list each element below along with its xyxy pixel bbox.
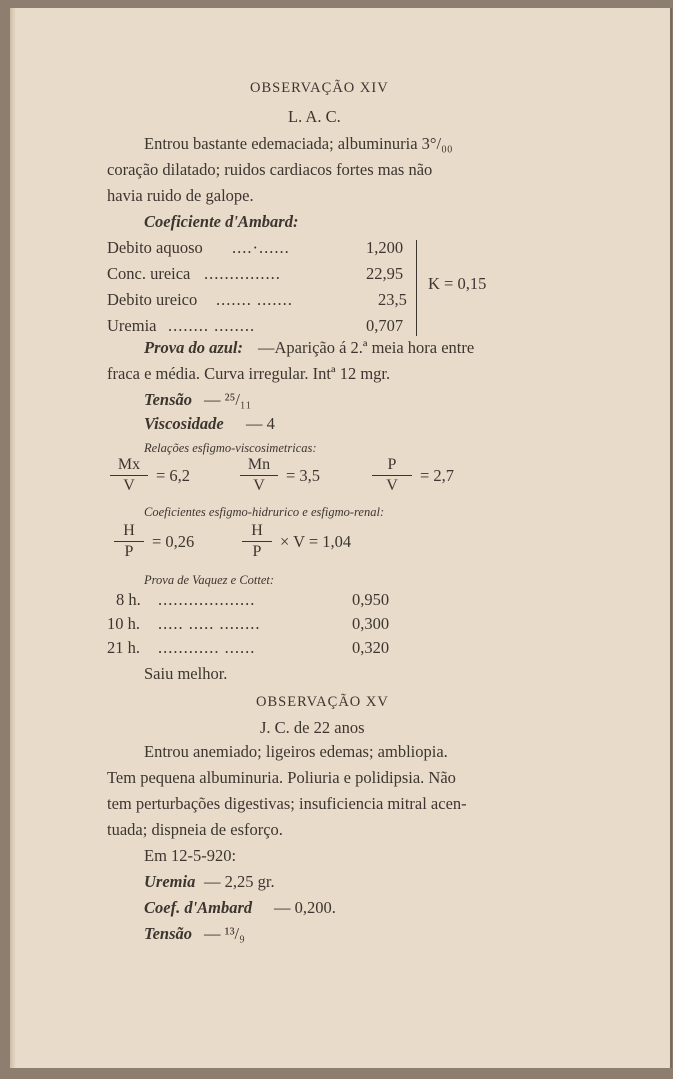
obs14-outcome: Saiu melhor. [144, 664, 228, 683]
coef2-value: × V = 1,04 [280, 532, 352, 551]
obs14-title: OBSERVAÇÃO XIV [250, 80, 389, 96]
coef2-numerator: H [251, 522, 263, 539]
fraction-bar [114, 541, 144, 542]
ratio-value: = 3,5 [286, 466, 321, 485]
obs14-intro-line-1: Entrou bastante edemaciada; albuminuria 3°/₀₀ [144, 134, 453, 153]
coef1-value: = 0,26 [152, 532, 195, 551]
viscosidade-value: — 4 [246, 414, 275, 433]
obs15-patient: J. C. de 22 anos [260, 718, 365, 737]
ratio-denominator: V [123, 477, 135, 494]
tensao-label: Tensão [144, 390, 192, 409]
ratio-denominator: V [386, 477, 398, 494]
coef1-denominator: P [124, 543, 134, 560]
fraction-bar [372, 475, 412, 476]
coef1-fraction [114, 522, 144, 561]
vaquez-row-dots: ............ ...... [158, 638, 256, 657]
viscosidade-label: Viscosidade [144, 414, 224, 433]
obs14-intro-line-2: coração dilatado; ruidos cardiacos fortes mas não [107, 160, 433, 179]
obs14-intro-line-3: havia ruido de galope. [107, 186, 254, 205]
obs15-intro-line-3: tem perturbações digestivas; insuficiencia mitral acen- [107, 794, 467, 813]
ambard-row-dots: ........ ........ [168, 316, 256, 335]
fraction-bar [110, 475, 148, 476]
obs15-uremia-value: — 2,25 gr. [204, 872, 275, 891]
azul-label: Prova do azul: [144, 338, 243, 357]
ambard-row-dots: ....... ....... [216, 290, 293, 309]
azul-text: —Aparição á 2.ª meia hora entre [258, 338, 475, 357]
obs15-coef-value: — 0,200. [274, 898, 336, 917]
ambard-row-value: 22,95 [366, 264, 404, 283]
tensao-value: — ²⁵/₁₁ [204, 390, 252, 409]
coef1-numerator: H [123, 522, 135, 539]
obs15-date: Em 12-5-920: [144, 846, 237, 865]
vaquez-row-value: 0,320 [352, 638, 390, 657]
ambard-row-label: Debito aquoso [107, 238, 203, 257]
ambard-row-dots: ....·...... [232, 238, 290, 257]
obs15-intro-line-4: tuada; dispneia de esforço. [107, 820, 283, 839]
vaquez-row-value: 0,950 [352, 590, 390, 609]
ambard-heading: Coeficiente d'Ambard: [144, 212, 299, 231]
ambard-row-label: Conc. ureica [107, 264, 191, 283]
ambard-brace [416, 240, 417, 336]
obs15-coef-label: Coef. d'Ambard [144, 898, 253, 917]
fraction-bar [242, 541, 272, 542]
ambard-row-label: Uremia [107, 316, 157, 335]
obs15-uremia-label: Uremia [144, 872, 196, 891]
vaquez-heading: Prova de Vaquez e Cottet: [144, 573, 275, 587]
ratio-fraction [372, 456, 412, 495]
obs15-intro-line-2: Tem pequena albuminuria. Poliuria e polidipsia. Não [107, 768, 456, 787]
ratio-numerator: P [387, 456, 397, 473]
obs15-title: OBSERVAÇÃO XV [256, 694, 389, 710]
azul-line-2: fraca e média. Curva irregular. Intª 12 mgr. [107, 364, 391, 383]
ambard-row-value: 1,200 [366, 238, 404, 257]
ratio-numerator: Mn [247, 456, 271, 473]
obs15-intro-line-1: Entrou anemiado; ligeiros edemas; ambliopia. [144, 742, 448, 761]
vaquez-row-value: 0,300 [352, 614, 390, 633]
ratio-fraction [110, 456, 148, 495]
ambard-row-value: 23,5 [378, 290, 407, 309]
ambard-row-dots: ............... [204, 264, 281, 283]
relacoes-heading: Relações esfigmo-viscosimetricas: [144, 441, 317, 455]
ratio-numerator: Mx [117, 456, 141, 473]
ambard-k-value: K = 0,15 [428, 274, 487, 293]
ratio-denominator: V [253, 477, 265, 494]
vaquez-row-label: 8 h. [116, 590, 141, 609]
ratio-value: = 2,7 [420, 466, 455, 485]
ambard-row-label: Debito ureico [107, 290, 198, 309]
ratio-fraction [240, 456, 278, 495]
book-page [10, 8, 672, 1068]
obs15-tensao-value: — ¹³/₉ [204, 924, 245, 943]
vaquez-row-dots: ..... ..... ........ [158, 614, 261, 633]
fraction-bar [240, 475, 278, 476]
coef-heading: Coeficientes esfigmo-hidrurico e esfigmo-renal: [144, 505, 385, 519]
obs14-patient: L. A. C. [288, 107, 341, 126]
obs15-tensao-label: Tensão [144, 924, 192, 943]
vaquez-row-label: 10 h. [107, 614, 140, 633]
ambard-row-value: 0,707 [366, 316, 404, 335]
ratio-value: = 6,2 [156, 466, 191, 485]
vaquez-row-dots: ................... [158, 590, 256, 609]
coef2-fraction [242, 522, 272, 561]
coef2-denominator: P [252, 543, 262, 560]
vaquez-row-label: 21 h. [107, 638, 140, 657]
page-edge [10, 8, 16, 1068]
